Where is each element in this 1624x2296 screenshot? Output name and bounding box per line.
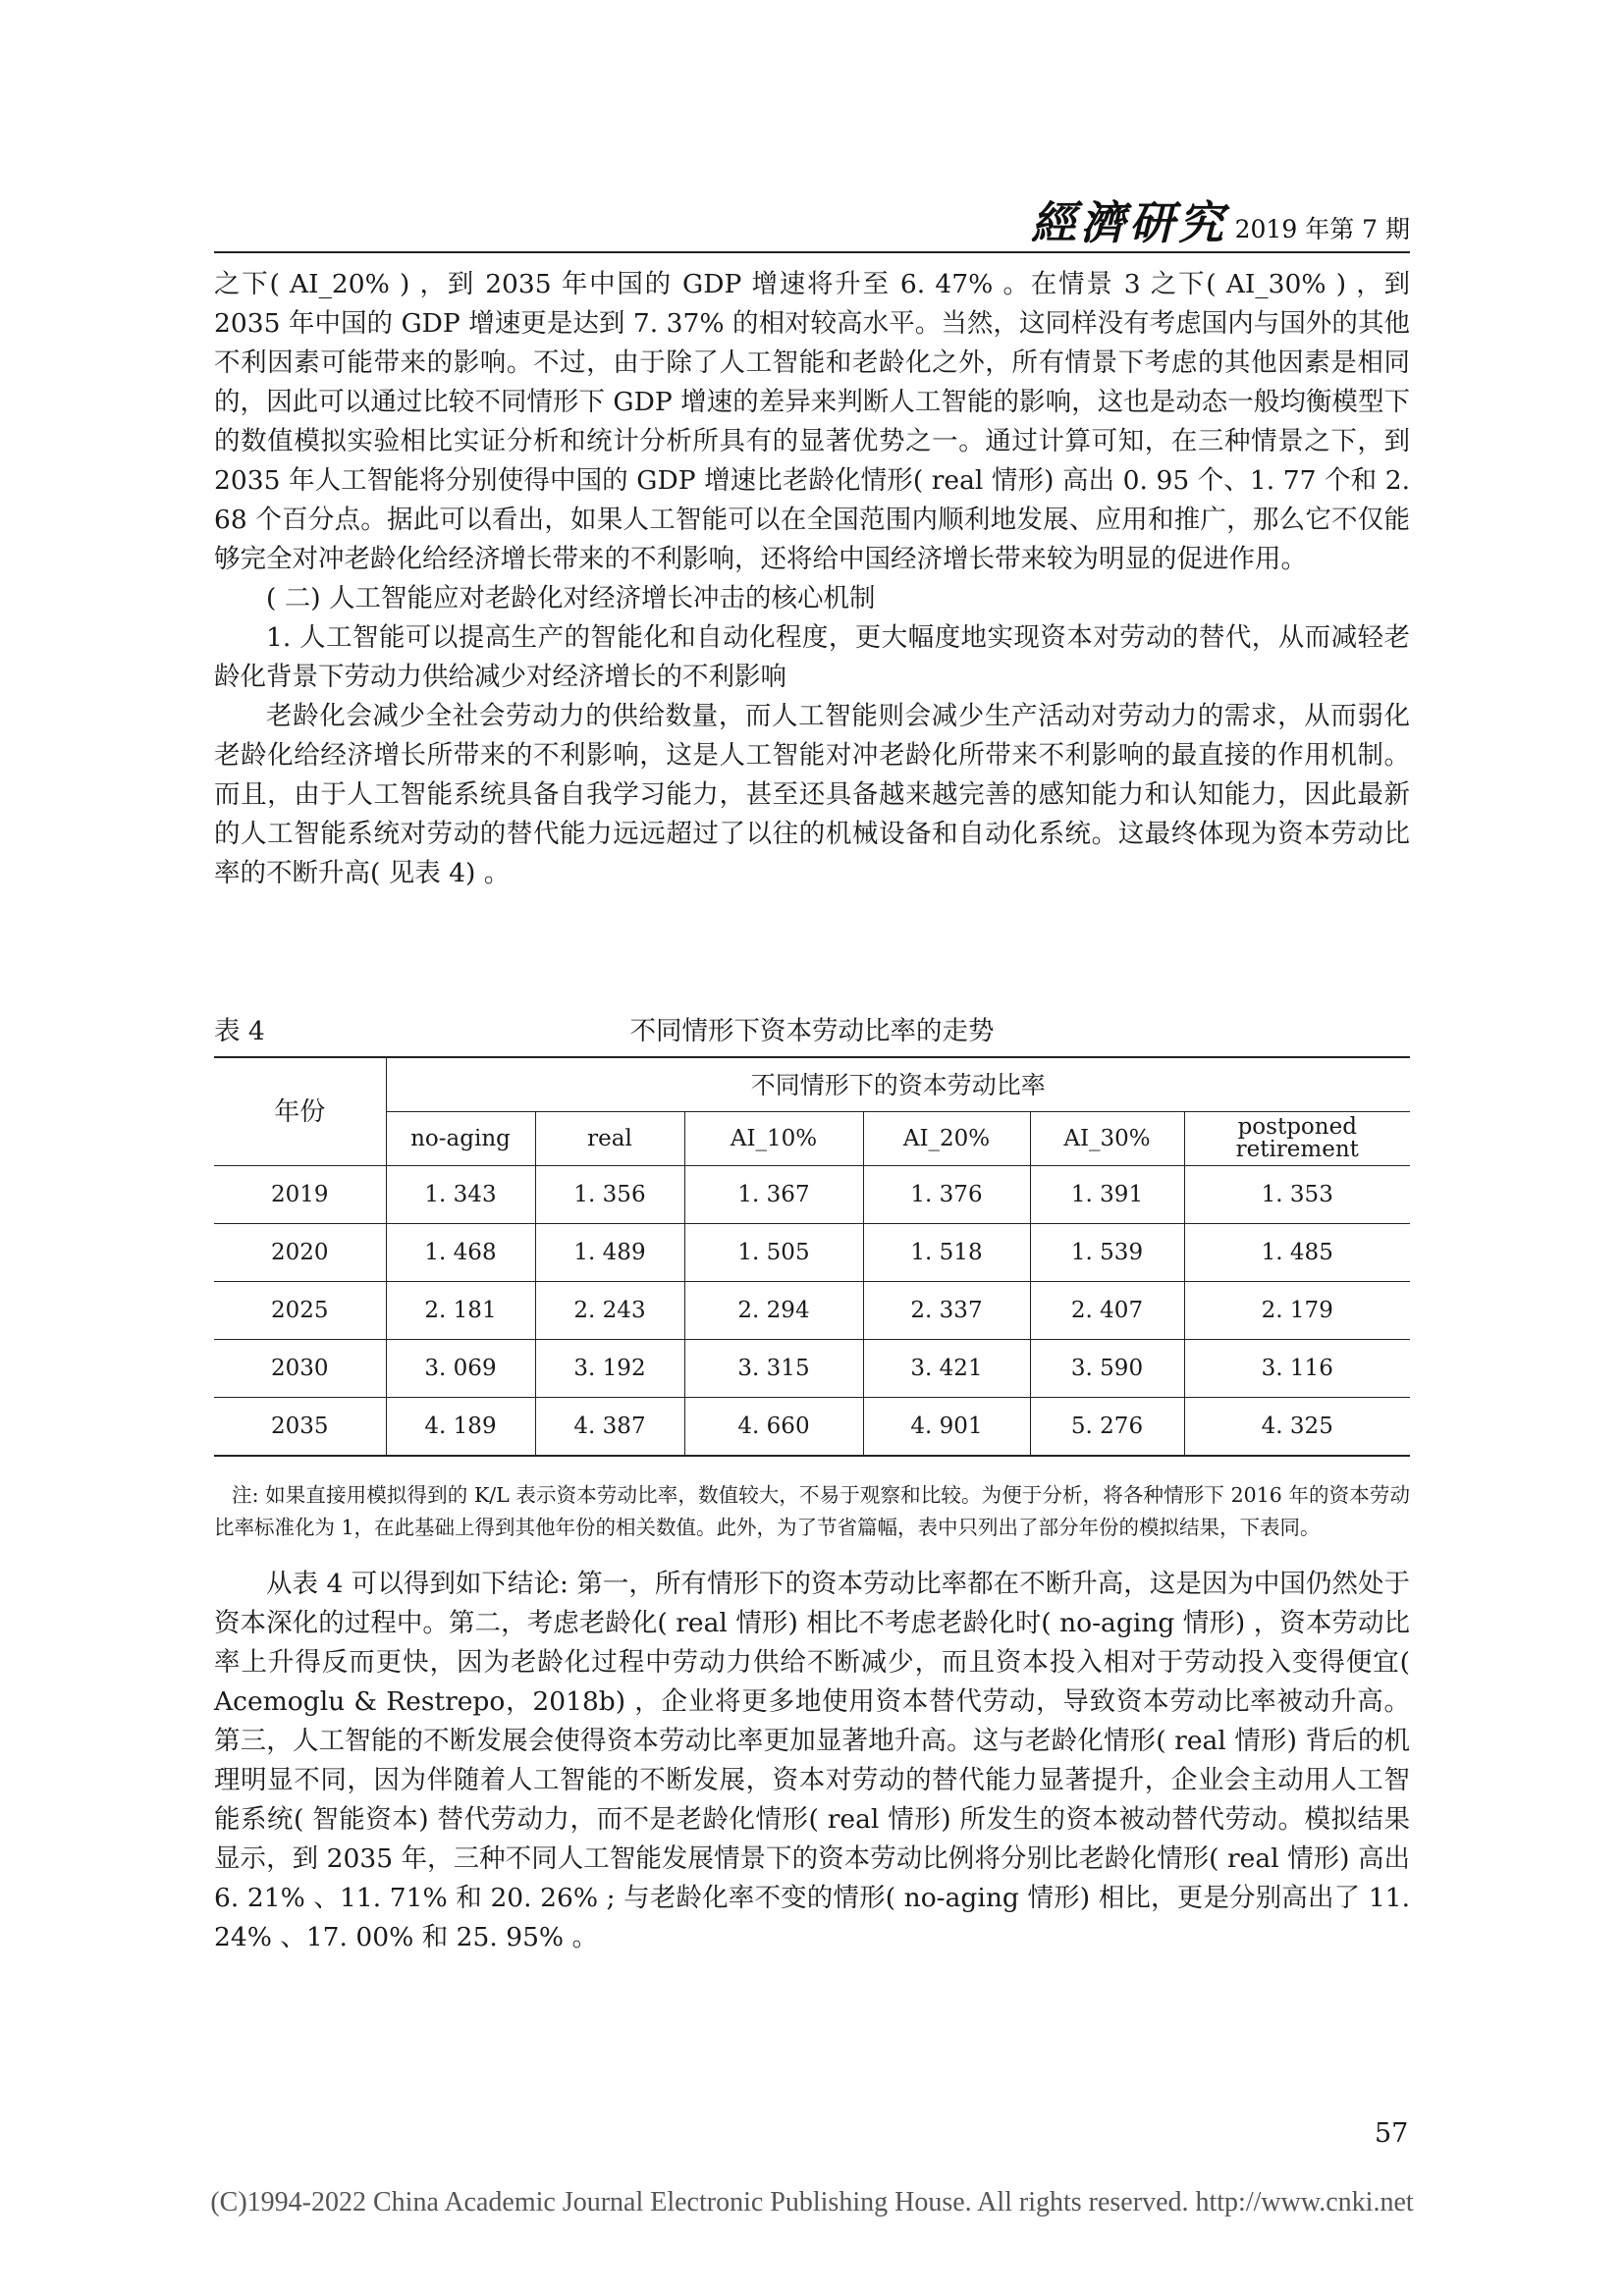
table-cell: 1. 539 bbox=[1030, 1224, 1184, 1282]
table-cell: 2. 337 bbox=[863, 1282, 1030, 1340]
table-cell: 1. 505 bbox=[684, 1224, 863, 1282]
table-cell: 1. 391 bbox=[1030, 1166, 1184, 1224]
table-cell: 4. 325 bbox=[1184, 1398, 1410, 1457]
year-column-header: 年份 bbox=[214, 1057, 386, 1166]
table-cell: 2. 407 bbox=[1030, 1282, 1184, 1340]
page-number: 57 bbox=[1375, 2118, 1409, 2149]
running-header bbox=[214, 187, 1410, 253]
year-cell: 2019 bbox=[214, 1166, 386, 1224]
table-cell: 1. 367 bbox=[684, 1166, 863, 1224]
section-heading: ( 二) 人工智能应对老龄化对经济增长冲击的核心机制 bbox=[266, 583, 876, 614]
column-header: AI_10% bbox=[684, 1112, 863, 1166]
table-cell: 3. 069 bbox=[386, 1340, 535, 1398]
table-row bbox=[214, 1340, 1410, 1398]
journal-logo: 經濟研究 bbox=[1031, 196, 1227, 249]
group-column-header: 不同情形下的资本劳动比率 bbox=[750, 1070, 1046, 1099]
table-title: 不同情形下资本劳动比率的走势 bbox=[629, 1016, 995, 1046]
subsection-heading: 1. 人工智能可以提高生产的智能化和自动化程度，更大幅度地实现资本对劳动的替代，从而减轻老龄化背景下劳动力供给减少对经济增长的不利影响 bbox=[214, 622, 1410, 692]
table-cell: 2. 243 bbox=[535, 1282, 684, 1340]
table-cell: 4. 901 bbox=[863, 1398, 1030, 1457]
paragraph-aging-mechanism: 老龄化会减少全社会劳动力的供给数量，而人工智能则会减少生产活动对劳动力的需求，从而弱化老龄化给经济增长所带来的不利影响，这是人工智能对冲老龄化所带来不利影响的最直接的作用机制。而且，由于人工智能系统具备自我学习能力，甚至还具备越来越完善的感知能力和认知能力，因此最新的人工智能系统对劳动的替代能力远远超过了以往的机械设备和自动化系统。这最终体现为资本劳动比率的不断升高( 见表 4) 。 bbox=[214, 701, 1410, 888]
copyright-footer: (C)1994-2022 China Academic Journal Electronic Publishing House. All rights reserved. http://www.cnki.net bbox=[210, 2187, 1414, 2217]
year-cell: 2035 bbox=[214, 1398, 386, 1457]
table-caption bbox=[214, 1012, 1410, 1051]
year-cell: 2030 bbox=[214, 1340, 386, 1398]
table-cell: 5. 276 bbox=[1030, 1398, 1184, 1457]
issue-label: 2019 年第 7 期 bbox=[1234, 215, 1410, 243]
table-cell: 1. 356 bbox=[535, 1166, 684, 1224]
table-cell: 4. 387 bbox=[535, 1398, 684, 1457]
table-cell: 1. 489 bbox=[535, 1224, 684, 1282]
paragraph-gdp-scenarios: 之下( AI_20% ) ，到 2035 年中国的 GDP 增速将升至 6. 47% 。在情景 3 之下( AI_30% ) ，到 2035 年中国的 GDP 增速更是达到 7. 37% 的相对较高水平。当然，这同样没有考虑国内与国外的其他不利因素可能带来的影响。不过，由于除了人工智能和老龄化之外，所有情景下考虑的其他因素是相同的，因此可以通过比较不同情形下 GDP 增速的差异来判断人工智能的影响，这也是动态一般均衡模型下的数值模拟实验相比实证分析和统计分析所具有的显著优势之一。通过计算可知，在三种情景之下，到 2035 年人工智能将分别使得中国的 GDP 增速比老龄化情形( real 情形) 高出 0. 95 个、1. 77 个和 2. 68 个百分点。据此可以看出，如果人工智能可以在全国范围内顺利地发展、应用和推广，那么它不仅能够完全对冲老龄化给经济增长带来的不利影响，还将给中国经济增长带来较为明显的促进作用。 bbox=[214, 269, 1410, 574]
table-cell: 3. 590 bbox=[1030, 1340, 1184, 1398]
table-cell: 3. 192 bbox=[535, 1340, 684, 1398]
table-cell: 4. 660 bbox=[684, 1398, 863, 1457]
column-header: AI_30% bbox=[1030, 1112, 1184, 1166]
table-cell: 2. 179 bbox=[1184, 1282, 1410, 1340]
year-cell: 2025 bbox=[214, 1282, 386, 1340]
year-cell: 2020 bbox=[214, 1224, 386, 1282]
table-row bbox=[214, 1166, 1410, 1224]
table-cell: 1. 485 bbox=[1184, 1224, 1410, 1282]
paragraph-conclusions: 从表 4 可以得到如下结论: 第一，所有情形下的资本劳动比率都在不断升高，这是因为中国仍然处于资本深化的过程中。第二，考虑老龄化( real 情形) 相比不考虑老龄化时( no-aging 情形) ，资本劳动比率上升得反而更快，因为老龄化过程中劳动力供给不断减少，而且资本投入相对于劳动投入变得便宜( Acemoglu & Restrepo，2018b) ，企业将更多地使用资本替代劳动，导致资本劳动比率被动升高。第三，人工智能的不断发展会使得资本劳动比率更加显著地升高。这与老龄化情形( real 情形) 背后的机理明显不同，因为伴随着人工智能的不断发展，资本对劳动的替代能力显著提升，企业会主动用人工智能系统( 智能资本) 替代劳动力，而不是老龄化情形( real 情形) 所发生的资本被动替代劳动。模拟结果显示，到 2035 年，三种不同人工智能发展情景下的资本劳动比例将分别比老龄化情形( real 情形) 高出 6. 21% 、11. 71% 和 20. 26% ; 与老龄化率不变的情形( no-aging 情形) 相比，更是分别高出了 11. 24% 、17. 00% 和 25. 95% 。 bbox=[214, 1569, 1410, 1952]
table-cell: 2. 294 bbox=[684, 1282, 863, 1340]
table-row bbox=[214, 1282, 1410, 1340]
table-cell: 1. 353 bbox=[1184, 1166, 1410, 1224]
table-cell: 1. 468 bbox=[386, 1224, 535, 1282]
table-cell: 4. 189 bbox=[386, 1398, 535, 1457]
table-row bbox=[214, 1224, 1410, 1282]
body-text-top bbox=[214, 265, 1410, 893]
table-row bbox=[214, 1398, 1410, 1457]
table-cell: 2. 181 bbox=[386, 1282, 535, 1340]
table-cell: 1. 343 bbox=[386, 1166, 535, 1224]
column-header: postponed retirement bbox=[1184, 1112, 1410, 1166]
capital-labor-ratio-table bbox=[214, 1056, 1410, 1457]
table-cell: 1. 376 bbox=[863, 1166, 1030, 1224]
table-cell: 1. 518 bbox=[863, 1224, 1030, 1282]
table-note: 注: 如果直接用模拟得到的 K/L 表示资本劳动比率，数值较大，不易于观察和比较。为便于分析，将各种情形下 2016 年的资本劳动比率标准化为 1，在此基础上得到其他年份的相关数值。此外，为了节省篇幅，表中只列出了部分年份的模拟结果，下表同。 bbox=[214, 1482, 1410, 1539]
table-label: 表 4 bbox=[214, 1016, 265, 1046]
column-header: AI_20% bbox=[863, 1112, 1030, 1166]
table-cell: 3. 315 bbox=[684, 1340, 863, 1398]
table-cell: 3. 116 bbox=[1184, 1340, 1410, 1398]
table-cell: 3. 421 bbox=[863, 1340, 1030, 1398]
body-text-bottom bbox=[214, 1565, 1410, 1957]
column-header: no-aging bbox=[386, 1112, 535, 1166]
column-header: real bbox=[535, 1112, 684, 1166]
